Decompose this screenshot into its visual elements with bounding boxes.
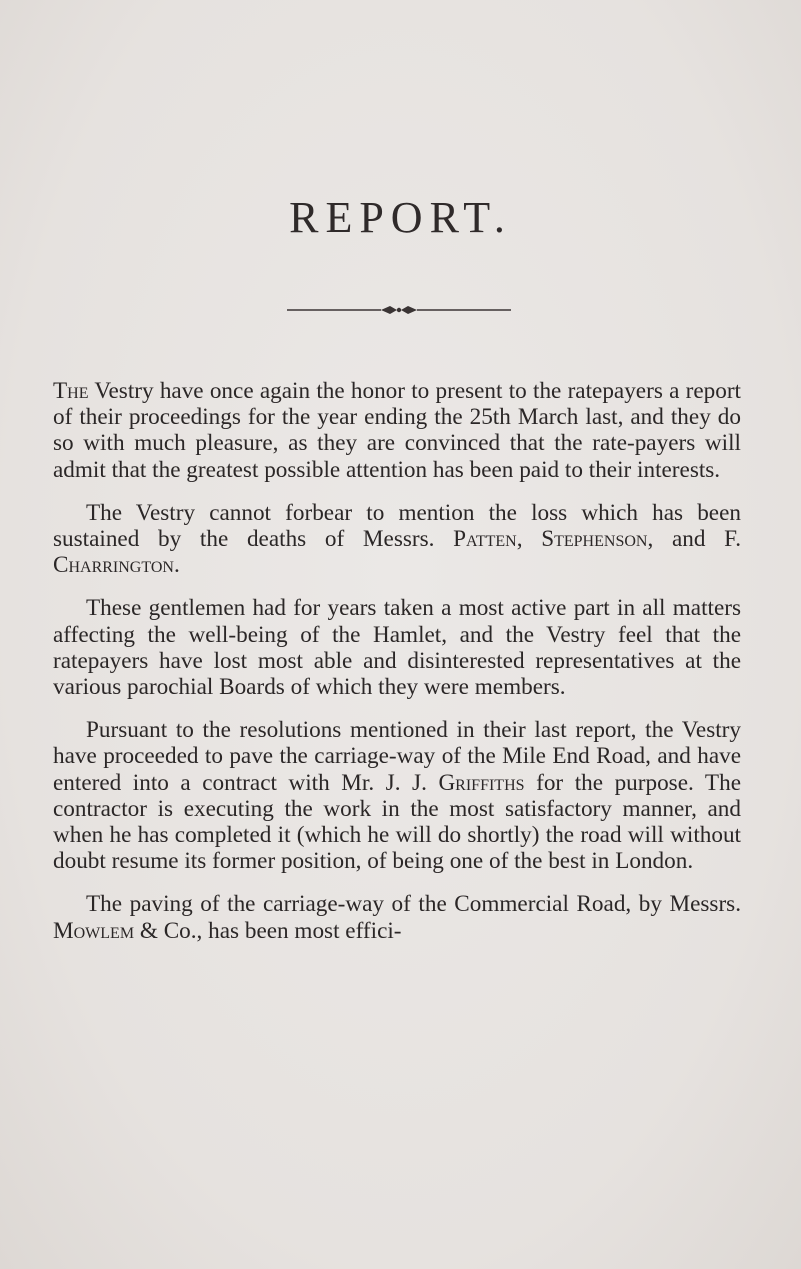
paragraph-4-text-cont: for the purpose. The contractor is executing the work in the most satisfactory manner, and when he has completed it (which he will do shortly) the road will without doubt resume its former position, of being one of the best in London. bbox=[53, 769, 741, 875]
paragraph-5-text-cont: & Co., has been most effici- bbox=[134, 917, 402, 944]
ornament-divider bbox=[287, 302, 511, 318]
paragraph-2-text: The Vestry cannot forbear to mention the loss which has been sustained by the deaths of Messrs. bbox=[53, 499, 741, 553]
paragraph-1-lead: The bbox=[53, 378, 89, 404]
name-griffiths: Griffiths bbox=[438, 769, 525, 796]
report-title: REPORT. bbox=[289, 193, 512, 242]
separator: , and F. bbox=[647, 526, 741, 553]
name-stephenson: Stephenson bbox=[541, 526, 648, 553]
paragraph-5 bbox=[53, 891, 741, 943]
paragraph-2 bbox=[53, 500, 741, 579]
paragraph-1 bbox=[53, 378, 741, 483]
separator: , bbox=[516, 526, 542, 553]
paragraph-3-text: These gentlemen had for years taken a most active part in all matters affecting the well-being of the Hamlet, and the Vestry feel that the ratepayers have lost most able and disinterested representatives at the various parochial Boards of which they were members. bbox=[53, 595, 741, 701]
paragraph-3 bbox=[53, 595, 741, 700]
paragraph-1-text: Vestry have once again the honor to present to the ratepayers a report of their proceedings for the year ending the 25th March last, and they do so with much pleasure, as they are convinced that the rate-payers will admit that the greatest possible attention has been paid to their interests. bbox=[53, 378, 741, 483]
paragraph-4-text: Pursuant to the resolutions mentioned in their last report, the Vestry have proceeded to pave the carriage-way of the Mile End Road, and have entered into a contract with Mr. J. J. bbox=[53, 717, 741, 796]
name-charrington: Charrington bbox=[53, 552, 174, 579]
paragraph-4 bbox=[53, 717, 741, 874]
paragraph-5-text: The paving of the carriage-way of the Commercial Road, by Messrs. bbox=[86, 891, 741, 918]
name-mowlem: Mowlem bbox=[53, 917, 135, 944]
name-patten: Patten bbox=[453, 526, 517, 553]
paragraph-end: . bbox=[173, 552, 180, 579]
report-body bbox=[53, 378, 741, 961]
